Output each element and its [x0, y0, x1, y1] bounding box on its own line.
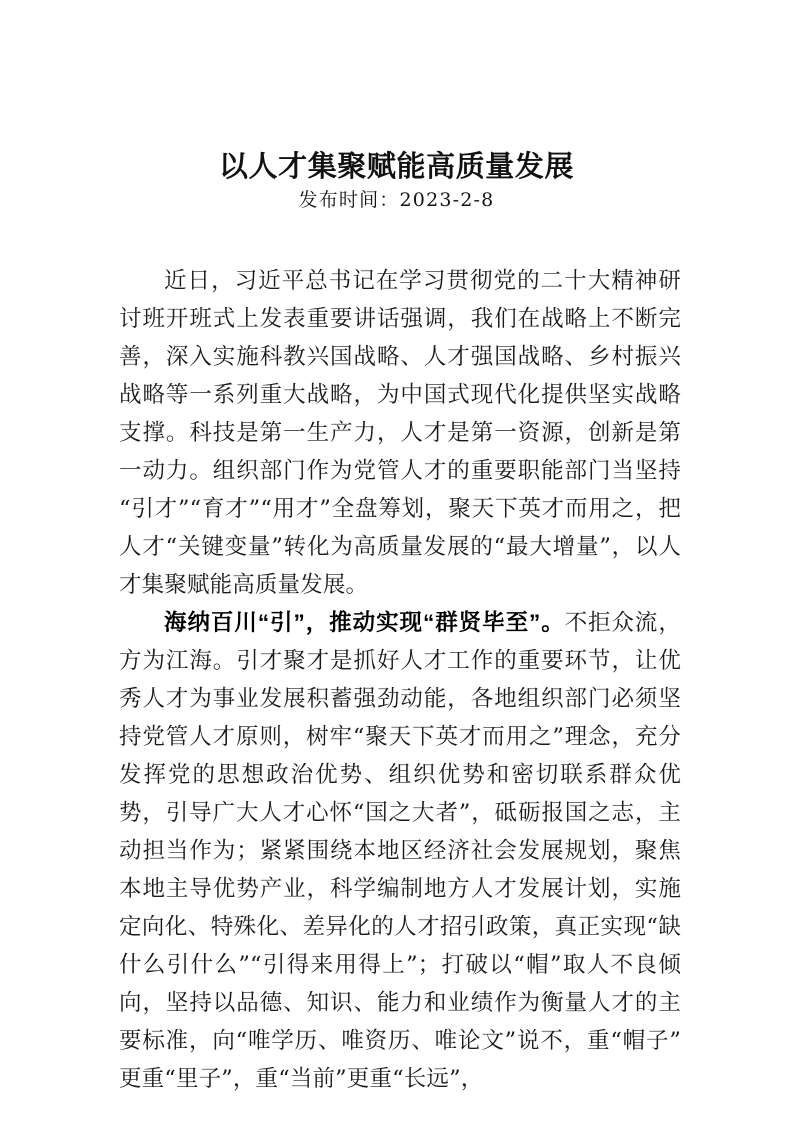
paragraph-2-lead: 海纳百川“引”，推动实现“群贤毕至”。 — [164, 610, 565, 635]
paragraph-2-text: 不拒众流，方为江海。引才聚才是抓好人才工作的重要环节，让优秀人才为事业发展积蓄强劲动能，各地组织部门必须坚持党管人才原则，树牢“聚天下英才而用之”理念，充分发挥党的思想政治优势、组织优势和密切联系群众优势，引导广大人才心怀“国之大者”，砥砺报国之志，主动担当作为；紧紧围绕本地区经济社会发展规划，聚焦本地主导优势产业，科学编制地方人才发展计划，实施定向化、特殊化、差异化的人才招引政策，真正实现“缺什么引什么”“引得来用得上”；打破以“帽”取人不良倾向，坚持以品德、知识、能力和业绩作为衡量人才的主要标准，向“唯学历、唯资历、唯论文”说不，重“帽子”更重“里子”，重“当前”更重“长远”， — [119, 610, 681, 1092]
paragraph-2 — [119, 604, 681, 1098]
paragraph-1 — [119, 262, 681, 604]
publish-date: 发布时间：2023-2-8 — [298, 189, 495, 211]
page-title: 以人才集聚赋能高质量发展 — [218, 151, 575, 184]
paragraph-1-text: 近日，习近平总书记在学习贯彻党的二十大精神研讨班开班式上发表重要讲话强调，我们在战略上不断完善，深入实施科教兴国战略、人才强国战略、乡村振兴战略等一系列重大战略，为中国式现代化提供坚实战略支撑。科技是第一生产力，人才是第一资源，创新是第一动力。组织部门作为党管人才的重要职能部门当坚持“引才”“育才”“用才”全盘筹划，聚天下英才而用之，把人才“关键变量”转化为高质量发展的“最大增量”，以人才集聚赋能高质量发展。 — [119, 268, 681, 598]
document-body — [119, 262, 681, 1098]
